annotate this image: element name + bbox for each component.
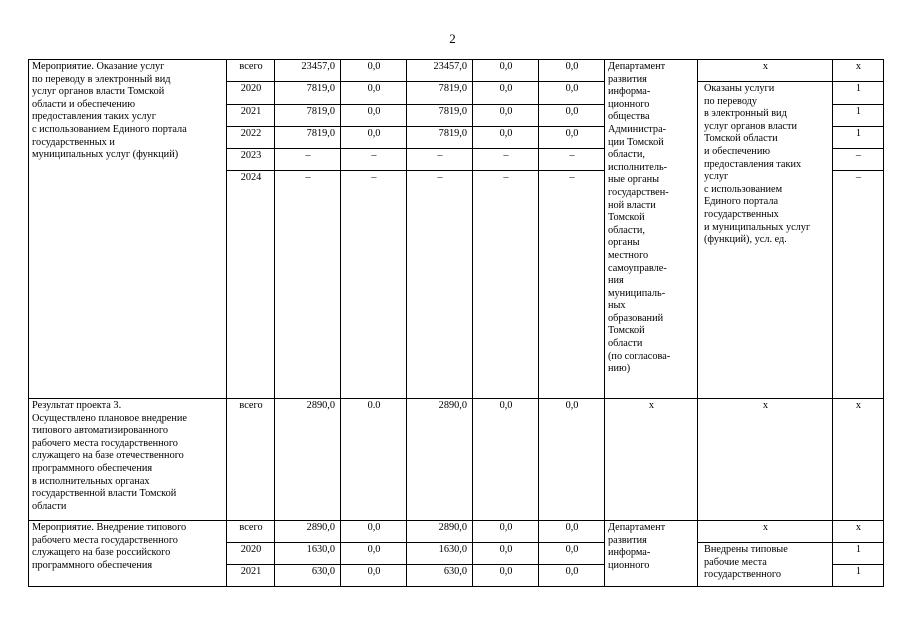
table-row	[29, 521, 884, 543]
value-cell: 0,0	[473, 565, 539, 587]
value-cell: –	[539, 171, 605, 399]
measure-description: Мероприятие. Оказание услуг по переводу в электронный вид услуг органов власти Томской области и обеспечению предоставления таких услуг с использованием Единого портала государственных и муниципальных услуг (функций)	[29, 60, 227, 399]
value-cell: –	[473, 149, 539, 171]
indicator-value-cell: –	[833, 149, 884, 171]
year-cell: 2020	[227, 82, 275, 105]
value-cell: 0,0	[539, 565, 605, 587]
value-cell: –	[341, 149, 407, 171]
value-cell: 23457,0	[407, 60, 473, 82]
value-cell: 0,0	[539, 82, 605, 105]
value-cell: 0,0	[341, 82, 407, 105]
indicator-value-cell: x	[833, 60, 884, 82]
value-cell: 0,0	[341, 565, 407, 587]
value-cell: 1630,0	[275, 543, 341, 565]
indicator-value-cell: x	[833, 399, 884, 521]
value-cell: 23457,0	[275, 60, 341, 82]
value-cell: –	[539, 149, 605, 171]
value-cell: –	[407, 149, 473, 171]
table-row	[29, 60, 884, 82]
value-cell: –	[275, 171, 341, 399]
executor-cell: Департамент развития информа- ционного	[605, 521, 698, 587]
value-cell: 0,0	[341, 543, 407, 565]
indicator-value-cell: 1	[833, 565, 884, 587]
page-number: 2	[449, 31, 456, 46]
value-cell: 0,0	[341, 60, 407, 82]
indicator-cell: x	[698, 521, 833, 543]
value-cell: 7819,0	[407, 105, 473, 127]
value-cell: 2890,0	[275, 521, 341, 543]
value-cell: 2890,0	[275, 399, 341, 521]
year-cell: 2020	[227, 543, 275, 565]
measure-description: Мероприятие. Внедрение типового рабочего места государственного служащего на базе российского программного обеспечения	[29, 521, 227, 587]
executor-cell: Департамент развития информа- ционного общества Администра- ции Томской области, исполнитель- ные органы государствен- ной власти Томской области, органы местного самоуправле- ния муниципаль- ных образований Томской области (по согласова- нию)	[605, 60, 698, 399]
indicator-value-cell: 1	[833, 543, 884, 565]
value-cell: 7819,0	[275, 105, 341, 127]
value-cell: 0,0	[473, 543, 539, 565]
indicator-value-cell: 1	[833, 105, 884, 127]
indicator-value-cell: –	[833, 171, 884, 399]
value-cell: –	[407, 171, 473, 399]
value-cell: –	[341, 171, 407, 399]
indicator-value-cell: 1	[833, 127, 884, 149]
indicator-cell: Оказаны услуги по переводу в электронный вид услуг органов власти Томской области и обеспечению предоставления таких услуг с использованием Единого портала государственных и муниципальных услуг (функций), усл. ед.	[698, 82, 833, 399]
value-cell: 0,0	[473, 82, 539, 105]
value-cell: 0,0	[341, 105, 407, 127]
year-cell: всего	[227, 521, 275, 543]
value-cell: 0,0	[539, 521, 605, 543]
value-cell: 7819,0	[407, 82, 473, 105]
value-cell: 0.0	[341, 399, 407, 521]
value-cell: 0,0	[473, 521, 539, 543]
year-cell: всего	[227, 60, 275, 82]
value-cell: –	[473, 171, 539, 399]
year-cell: 2022	[227, 127, 275, 149]
value-cell: 630,0	[407, 565, 473, 587]
result-description: Результат проекта 3. Осуществлено плановое внедрение типового автоматизированного рабочего места государственного служащего на базе отечественного программного обеспечения в исполнительных органах государственной власти Томской области	[29, 399, 227, 521]
value-cell: 630,0	[275, 565, 341, 587]
indicator-cell: Внедрены типовые рабочие места государственного	[698, 543, 833, 587]
value-cell: 0,0	[539, 60, 605, 82]
value-cell: 1630,0	[407, 543, 473, 565]
budget-table	[28, 59, 883, 587]
indicator-value-cell: 1	[833, 82, 884, 105]
value-cell: 0,0	[473, 127, 539, 149]
year-cell: 2021	[227, 105, 275, 127]
year-cell: 2021	[227, 565, 275, 587]
value-cell: 7819,0	[275, 127, 341, 149]
value-cell: –	[275, 149, 341, 171]
value-cell: 7819,0	[407, 127, 473, 149]
indicator-cell: x	[698, 60, 833, 82]
value-cell: 7819,0	[275, 82, 341, 105]
year-cell: всего	[227, 399, 275, 521]
executor-cell: x	[605, 399, 698, 521]
value-cell: 0,0	[539, 105, 605, 127]
value-cell: 0,0	[539, 543, 605, 565]
value-cell: 2890,0	[407, 521, 473, 543]
table-row	[29, 399, 884, 521]
value-cell: 0,0	[539, 127, 605, 149]
value-cell: 2890,0	[407, 399, 473, 521]
value-cell: 0,0	[341, 127, 407, 149]
value-cell: 0,0	[473, 399, 539, 521]
value-cell: 0,0	[473, 60, 539, 82]
indicator-cell: x	[698, 399, 833, 521]
value-cell: 0,0	[341, 521, 407, 543]
indicator-value-cell: x	[833, 521, 884, 543]
year-cell: 2023	[227, 149, 275, 171]
value-cell: 0,0	[539, 399, 605, 521]
year-cell: 2024	[227, 171, 275, 399]
value-cell: 0,0	[473, 105, 539, 127]
